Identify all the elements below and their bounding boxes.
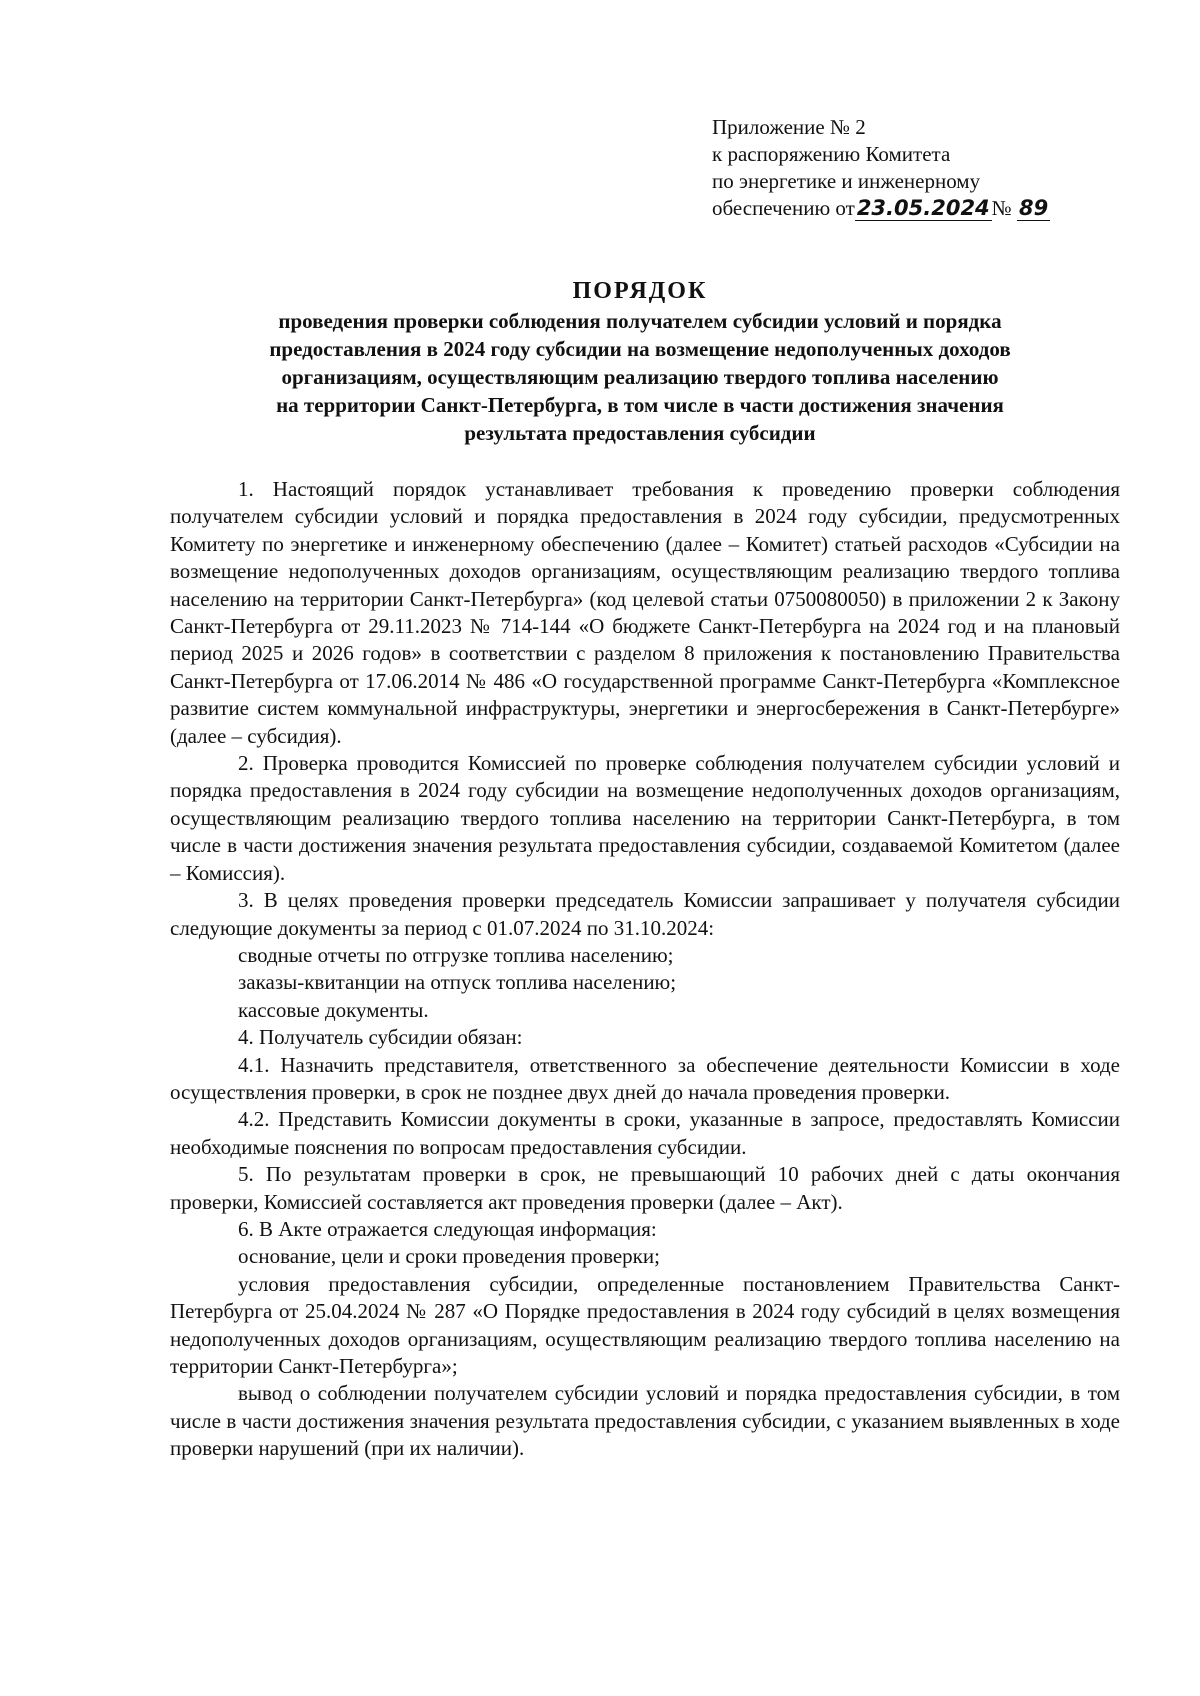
list-item-summary-reports: сводные отчеты по отгрузке топлива населению; [238,942,674,967]
subtitle-line-4: на территории Санкт-Петербурга, в том числе в части достижения значения [276,393,1004,417]
paragraph-2: 2. Проверка проводится Комиссией по проверке соблюдения получателем субсидии условий и порядка предоставления в 2024 году субсидии на возмещение недополученных доходов организациям, осуществляющим реализацию твердого топлива населению на территории Санкт-Петербурга, в том числе в части достижения значения результата предоставления субсидии, создаваемой Комитетом (далее – Комиссия). [170,751,1120,885]
paragraph-4-1: 4.1. Назначить представителя, ответственного за обеспечение деятельности Комиссии в ходе осуществления проверки, в срок не позднее двух дней до начала проведения проверки. [170,1052,1120,1104]
handwritten-number: 89 [1018,196,1049,220]
subtitle-line-5: результата предоставления субсидии [464,421,816,445]
paragraph-6: 6. В Акте отражается следующая информация: [238,1216,657,1241]
appendix-line-3: по энергетике и инженерному [712,169,981,193]
list-item-conclusion: вывод о соблюдении получателем субсидии условий и порядка предоставления субсидии, в том числе в части достижения значения результата предоставления субсидии, с указанием выявленных в ходе проверки нарушений (при их наличии). [170,1381,1120,1461]
list-item-cash-documents: кассовые документы. [238,997,429,1022]
paragraph-5: 5. По результатам проверки в срок, не превышающий 10 рабочих дней с даты окончания проверки, Комиссией составляется акт проведения проверки (далее – Акт). [170,1162,1120,1214]
appendix-line-4-prefix: обеспечению от [712,196,855,220]
appendix-line-4 [712,195,1132,222]
subtitle-line-2: предоставления в 2024 году субсидии на возмещение недополученных доходов [269,337,1011,361]
number-sign: № [991,196,1012,220]
subtitle-line-1: проведения проверки соблюдения получателем субсидии условий и порядка [278,309,1002,333]
document-title-block [170,275,1110,447]
list-item-basis: основание, цели и сроки проведения проверки; [238,1244,660,1269]
list-item-conditions: условия предоставления субсидии, определенные постановлением Правительства Санкт-Петербурга от 25.04.2024 № 287 «О Порядке предоставления в 2024 году субсидий в целях возмещения недополученных доходов организациям, осуществляющим реализацию твердого топлива населению на территории Санкт-Петербурга»; [170,1271,1120,1378]
paragraph-1: 1. Настоящий порядок устанавливает требования к проведению проверки соблюдения получателем субсидии условий и порядка предоставления в 2024 году субсидии, предусмотренных Комитету по энергетике и инженерному обеспечению (далее – Комитет) статьей расходов «Субсидии на возмещение недополученных доходов организациям, осуществляющим реализацию твердого топлива населению на территории Санкт-Петербурга» (код целевой статьи 0750080050) в приложении 2 к Закону Санкт-Петербурга от 29.11.2023 № 714-144 «О бюджете Санкт-Петербурга на 2024 год и на плановый период 2025 и 2026 годов» в соответствии с разделом 8 приложения к постановлению Правительства Санкт-Петербурга от 17.06.2014 № 486 «О государственной программе Санкт-Петербурга «Комплексное развитие систем коммунальной инфраструктуры, энергетики и энергосбережения в Санкт-Петербурге» (далее – субсидия). [170,477,1120,748]
list-item-order-receipts: заказы-квитанции на отпуск топлива населению; [238,970,677,995]
appendix-header [712,114,1132,222]
document-title: ПОРЯДОК [572,278,708,304]
handwritten-date: 23.05.2024 [856,196,990,220]
paragraph-4: 4. Получатель субсидии обязан: [238,1025,523,1050]
paragraph-3: 3. В целях проведения проверки председатель Комиссии запрашивает у получателя субсидии следующие документы за период с 01.07.2024 по 31.10.2024: [170,888,1120,940]
subtitle-line-3: организациям, осуществляющим реализацию твердого топлива населению [281,365,999,389]
paragraph-4-2: 4.2. Представить Комиссии документы в сроки, указанные в запросе, предоставлять Комиссии необходимые пояснения по вопросам предоставления субсидии. [170,1107,1120,1159]
appendix-line-2: к распоряжению Комитета [712,142,951,166]
appendix-line-1: Приложение № 2 [712,115,866,139]
document-body [170,476,1120,1463]
